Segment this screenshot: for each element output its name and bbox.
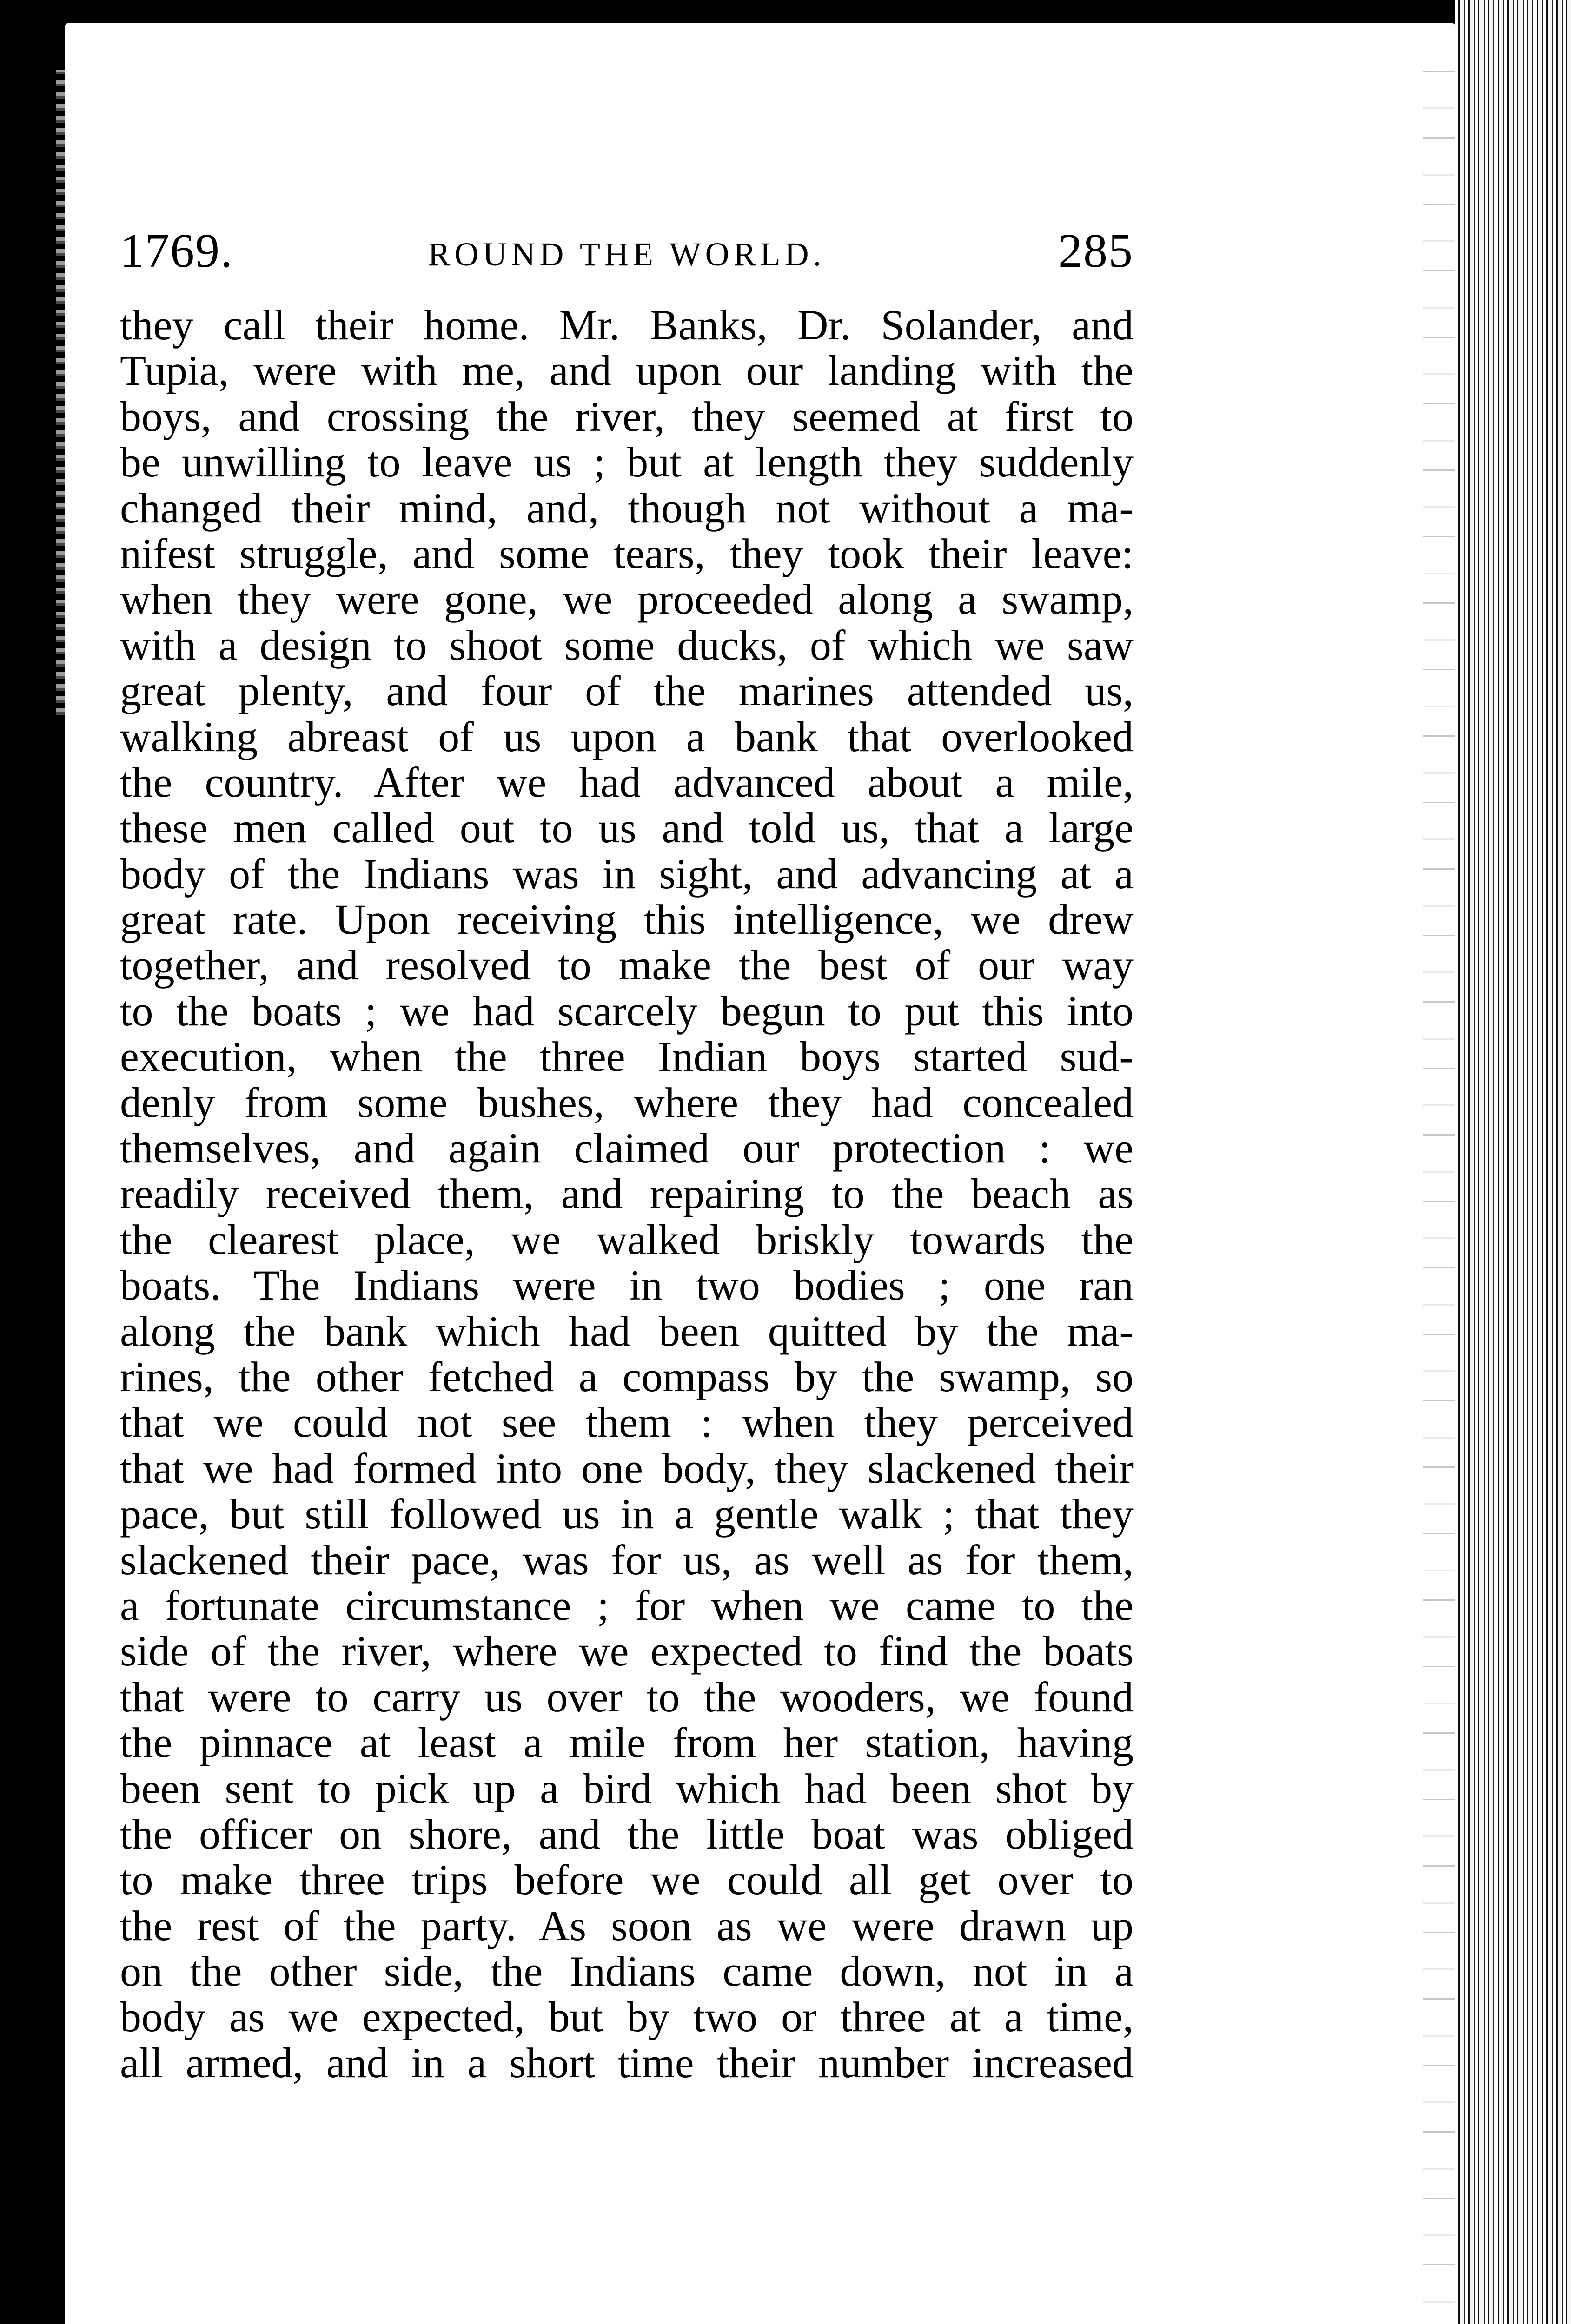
running-header	[120, 218, 1134, 284]
text-line: to the boats ; we had scarcely begun to put this into	[120, 987, 1134, 1035]
book-page-edges	[1455, 0, 1571, 2324]
text-line: Tupia, were with me, and upon our landing with the	[120, 347, 1134, 395]
text-line: all armed, and in a short time their number increased	[120, 2039, 1134, 2086]
text-line: great rate. Upon receiving this intelligence, we drew	[120, 896, 1134, 944]
text-line: when they were gone, we proceeded along a swamp,	[120, 575, 1134, 623]
text-line: with a design to shoot some ducks, of which we saw	[120, 621, 1134, 669]
text-line: that were to carry us over to the wooders, we found	[120, 1673, 1134, 1721]
text-line: together, and resolved to make the best of our way	[120, 941, 1134, 989]
text-line: pace, but still followed us in a gentle walk ; that they	[120, 1490, 1134, 1538]
text-line: slackened their pace, was for us, as well as for them,	[120, 1536, 1134, 1584]
text-line: side of the river, where we expected to find the boats	[120, 1627, 1134, 1675]
text-line: that we could not see them : when they perceived	[120, 1399, 1134, 1446]
text-line: been sent to pick up a bird which had been shot by	[120, 1764, 1134, 1812]
text-line: the country. After we had advanced about a mile,	[120, 758, 1134, 806]
text-line: that we had formed into one body, they slackened their	[120, 1444, 1134, 1492]
text-line: be unwilling to leave us ; but at length they suddenly	[120, 438, 1134, 486]
page-number: 285	[1058, 224, 1134, 277]
text-line: readily received them, and repairing to the beach as	[120, 1170, 1134, 1218]
text-line: themselves, and again claimed our protection : we	[120, 1124, 1134, 1172]
text-line: these men called out to us and told us, that a large	[120, 804, 1134, 852]
text-line: boats. The Indians were in two bodies ; one ran	[120, 1261, 1134, 1309]
text-line: nifest struggle, and some tears, they took their leave:	[120, 529, 1134, 577]
header-year: 1769.	[120, 224, 233, 277]
body-text	[120, 302, 1134, 2086]
header-title: ROUND THE WORLD.	[428, 236, 826, 273]
text-line: they call their home. Mr. Banks, Dr. Solander, and	[120, 301, 1134, 349]
text-line: execution, when the three Indian boys started sud-	[120, 1033, 1134, 1081]
text-line: the clearest place, we walked briskly towards the	[120, 1215, 1134, 1263]
text-line: on the other side, the Indians came down, not in a	[120, 1948, 1134, 1995]
text-line: the rest of the party. As soon as we were drawn up	[120, 1901, 1134, 1949]
text-line: the pinnace at least a mile from her station, having	[120, 1719, 1134, 1767]
text-line: to make three trips before we could all get over to	[120, 1856, 1134, 1904]
text-line: body of the Indians was in sight, and advancing at a	[120, 850, 1134, 898]
text-line: rines, the other fetched a compass by the swamp, so	[120, 1353, 1134, 1400]
text-line: body as we expected, but by two or three at a time,	[120, 1993, 1134, 2041]
text-line: the officer on shore, and the little boat was obliged	[120, 1810, 1134, 1858]
text-line: a fortunate circumstance ; for when we came to the	[120, 1581, 1134, 1629]
text-line: walking abreast of us upon a bank that overlooked	[120, 713, 1134, 760]
text-line: changed their mind, and, though not without a ma-	[120, 484, 1134, 532]
text-line: denly from some bushes, where they had concealed	[120, 1078, 1134, 1126]
text-line: great plenty, and four of the marines attended us,	[120, 667, 1134, 715]
text-line: along the bank which had been quitted by the ma-	[120, 1307, 1134, 1355]
text-line: boys, and crossing the river, they seemed at first to	[120, 392, 1134, 440]
